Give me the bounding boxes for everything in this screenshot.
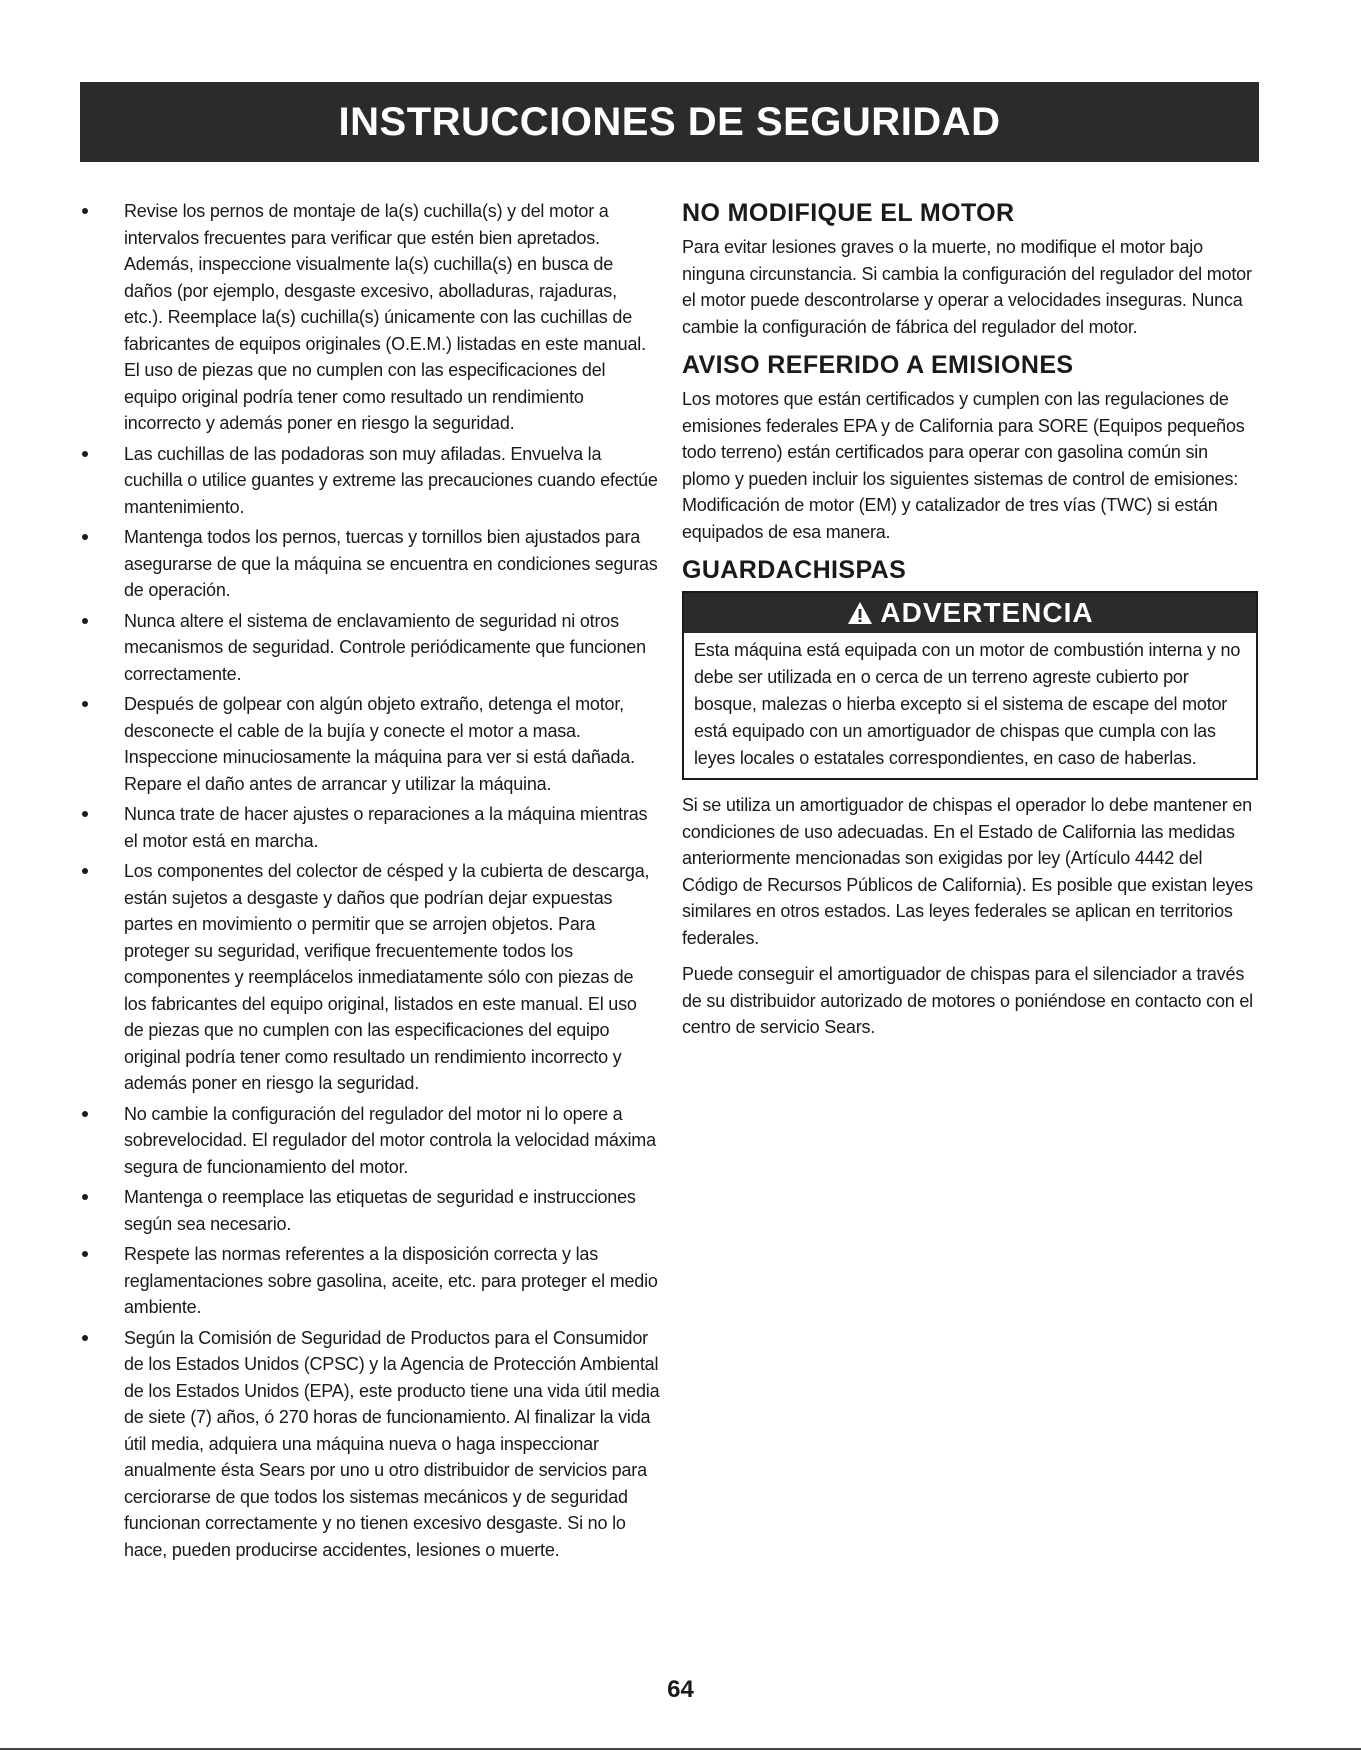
bullet-icon: [82, 618, 88, 624]
warning-box: [682, 591, 1258, 780]
bullet-icon: [82, 701, 88, 707]
bullet-icon: [82, 1251, 88, 1257]
list-item-text: Mantenga o reemplace las etiquetas de seguridad e instrucciones según sea necesario.: [124, 1187, 636, 1234]
bottom-divider: [0, 1748, 1361, 1750]
list-item: [80, 441, 660, 521]
list-item-text: Revise los pernos de montaje de la(s) cuchilla(s) y del motor a intervalos frecuentes para verificar que estén bien apretados. Además, inspeccione visualmente la(s) cuchilla(s) en busca de daños (por ejemplo, desgaste excesivo, abolladuras, rajaduras, etc.). Reemplace la(s) cuchilla(s) únicamente con las cuchillas de fabricantes de equipos originales (O.E.M.) listadas en este manual. El uso de piezas que no cumplen con las especificaciones del equipo original podría tener como resultado un rendimiento incorrecto y además poner en riesgo la seguridad.: [124, 201, 646, 433]
list-item: [80, 1241, 660, 1321]
section-heading-guardachispas: GUARDACHISPAS: [682, 556, 907, 584]
list-item-text: Según la Comisión de Seguridad de Productos para el Consumidor de los Estados Unidos (CPSC) y la Agencia de Protección Ambiental de los Estados Unidos (EPA), este producto tiene una vida útil media de siete (7) años, ó 270 horas de funcionamiento. Al finalizar la vida útil media, adquiera una máquina nueva o haga inspeccionar anualmente ésta Sears por uno u otro distribuidor de servicios para cerciorarse de que todos los sistemas mecánicos y de seguridad funcionan correctamente y no tienen excesivo desgaste. Si no lo hace, pueden producirse accidentes, lesiones o muerte.: [124, 1327, 660, 1560]
bullet-icon: [82, 1111, 88, 1117]
bullet-icon: [82, 1335, 88, 1341]
warning-text: Esta máquina está equipada con un motor de combustión interna y no debe ser utilizada en o cerca de un terreno agreste cubierto por bosque, malezas o hierba excepto si el sistema de escape del motor está equipado con un amortiguador de chispas que cumpla con las leyes locales o estatales correspondientes, en caso de haberlas.: [694, 640, 1241, 768]
guardachispas-paragraph: Si se utiliza un amortiguador de chispas el operador lo debe mantener en condiciones de uso adecuadas. En el Estado de California las medidas anteriormente mencionadas son exigidas por ley (Artículo 4442 del Código de Recursos Públicos de California). Es posible que existan leyes similares en otros estados. Las leyes federales se aplican en territorios federales.: [682, 795, 1253, 948]
bullet-icon: [82, 451, 88, 457]
list-item: [80, 608, 660, 688]
section-heading-emisiones: AVISO REFERIDO A EMISIONES: [682, 351, 1074, 379]
list-item: [80, 1101, 660, 1181]
page-number: 64: [667, 1676, 694, 1703]
list-item: [80, 524, 660, 604]
list-item: [80, 1184, 660, 1237]
list-item-text: Respete las normas referentes a la disposición correcta y las reglamentaciones sobre gasolina, aceite, etc. para proteger el medio ambiente.: [124, 1244, 658, 1317]
list-item: [80, 691, 660, 797]
page-title: INSTRUCCIONES DE SEGURIDAD: [338, 99, 1001, 144]
right-column: [682, 198, 1258, 1051]
warning-triangle-icon: [846, 600, 874, 626]
list-item-text: No cambie la configuración del regulador del motor ni lo opere a sobrevelocidad. El regulador del motor controla la velocidad máxima segura de funcionamiento del motor.: [124, 1103, 656, 1177]
list-item: [80, 858, 660, 1097]
bullet-icon: [82, 1194, 88, 1200]
warning-title: ADVERTENCIA: [880, 597, 1094, 628]
left-column: [80, 198, 660, 1567]
guardachispas-paragraph: Puede conseguir el amortiguador de chispas para el silenciador a través de su distribuidor autorizado de motores o poniéndose en contacto con el centro de servicio Sears.: [682, 964, 1253, 1037]
warning-header: [684, 593, 1256, 633]
section-text-motor: Para evitar lesiones graves o la muerte, no modifique el motor bajo ninguna circunstancia. Si cambia la configuración del regulador del motor el motor puede descontrolarse y operar a velocidades inseguras. Nunca cambie la configuración de fábrica del regulador del motor.: [682, 237, 1252, 337]
list-item-text: Mantenga todos los pernos, tuercas y tornillos bien ajustados para asegurarse de que la máquina se encuentra en condiciones seguras de operación.: [124, 527, 658, 600]
list-item-text: Las cuchillas de las podadoras son muy afiladas. Envuelva la cuchilla o utilice guantes y extreme las precauciones cuando efectúe mantenimiento.: [124, 443, 658, 517]
safety-bullet-list: [80, 198, 660, 1563]
title-banner: [80, 82, 1259, 162]
list-item-text: Los componentes del colector de césped y la cubierta de descarga, están sujetos a desgaste y daños que podrían dejar expuestas partes en movimiento o permitir que se arrojen objetos. Para proteger su seguridad, verifique frecuentemente todos los componentes y reemplácelos inmediatamente sólo con piezas de los fabricantes del equipo original, listados en este manual. El uso de piezas que no cumplen con las especificaciones del equipo original podría tener como resultado un rendimiento incorrecto y además poner en riesgo la seguridad.: [124, 861, 650, 1093]
bullet-icon: [82, 208, 88, 214]
bullet-icon: [82, 534, 88, 540]
list-item-text: Nunca trate de hacer ajustes o reparaciones a la máquina mientras el motor está en marcha.: [124, 804, 648, 851]
bullet-icon: [82, 868, 88, 874]
section-heading-motor: NO MODIFIQUE EL MOTOR: [682, 199, 1015, 227]
list-item: [80, 801, 660, 854]
list-item-text: Nunca altere el sistema de enclavamiento de seguridad ni otros mecanismos de seguridad. Controle periódicamente que funcionen correctamente.: [124, 610, 646, 684]
section-text-emisiones: Los motores que están certificados y cumplen con las regulaciones de emisiones federales EPA y de California para SORE (Equipos pequeños todo terreno) están certificados para operar con gasolina común sin plomo y pueden incluir los siguientes sistemas de control de emisiones: Modificación de motor (EM) y catalizador de tres vías (TWC) si están equipados de esa manera.: [682, 389, 1245, 542]
list-item-text: Después de golpear con algún objeto extraño, detenga el motor, desconecte el cable de la bujía y conecte el motor a masa. Inspeccione minuciosamente la máquina para ver si está dañada. Repare el daño antes de arrancar y utilizar la máquina.: [124, 694, 635, 794]
list-item: [80, 198, 660, 437]
list-item: [80, 1325, 660, 1564]
bullet-icon: [82, 811, 88, 817]
